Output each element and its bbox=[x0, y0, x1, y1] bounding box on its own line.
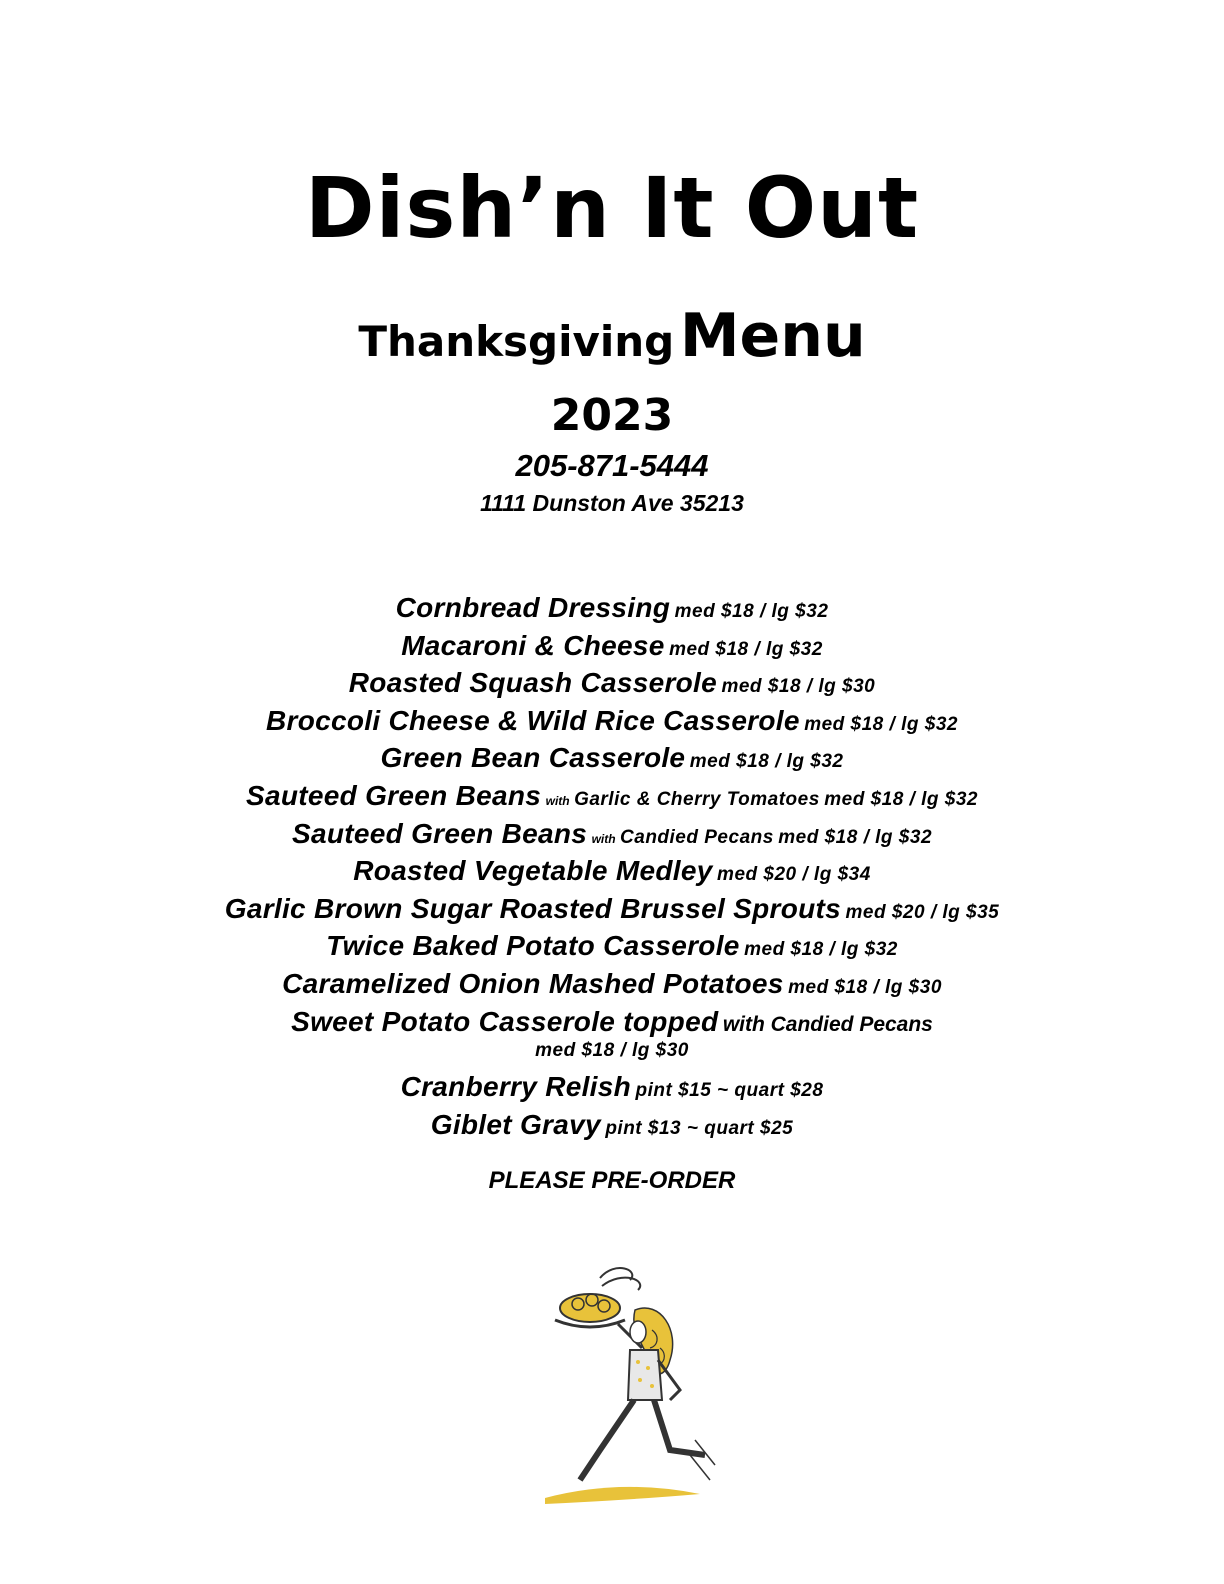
item-price: med $18 / lg $32 bbox=[778, 826, 933, 848]
menu-item-broccoli-cheese-wild-rice bbox=[0, 702, 1224, 740]
menu-item-caramelized-onion-mashed bbox=[0, 965, 1224, 1003]
menu-item-green-bean-casserole bbox=[0, 739, 1224, 777]
item-price: med $18 / lg $30 bbox=[721, 676, 876, 698]
item-name: Cranberry Relish bbox=[400, 1071, 632, 1103]
item-price: med $18 / lg $32 bbox=[669, 638, 823, 660]
item-price: med $20 / lg $35 bbox=[845, 901, 1000, 923]
item-name: Broccoli Cheese & Wild Rice Casserole bbox=[266, 704, 800, 736]
item-name: Sauteed Green Beans bbox=[246, 779, 542, 811]
item-detail: Garlic & Cherry Tomatoes bbox=[574, 788, 820, 810]
menu-item-sweet-potato-casserole bbox=[0, 1003, 1224, 1041]
menu-item-macaroni-cheese bbox=[0, 627, 1224, 665]
menu-item-roasted-vegetable-medley bbox=[0, 852, 1224, 890]
item-price: pint $13 ~ quart $25 bbox=[605, 1117, 794, 1139]
menu-item-sauteed-green-beans-pecans bbox=[0, 815, 1224, 853]
preorder-note: PLEASE PRE-ORDER bbox=[488, 1167, 736, 1194]
item-price: med $18 / lg $32 bbox=[674, 601, 829, 622]
item-name: Cornbread Dressing bbox=[395, 592, 671, 623]
item-price: med $18 / lg $32 bbox=[824, 788, 978, 810]
item-name: Caramelized Onion Mashed Potatoes bbox=[282, 967, 784, 999]
item-name: Macaroni & Cheese bbox=[401, 629, 665, 661]
menu-item-cornbread-dressing bbox=[0, 589, 1224, 627]
menu-item-brussel-sprouts bbox=[0, 890, 1224, 928]
menu-heading bbox=[0, 300, 1224, 387]
item-name: Sweet Potato Casserole topped bbox=[291, 1005, 719, 1037]
item-name: Garlic Brown Sugar Roasted Brussel Sprouts bbox=[224, 892, 842, 924]
menu-list bbox=[0, 589, 1224, 1143]
item-price: med $18 / lg $32 bbox=[804, 713, 958, 735]
menu-item-roasted-squash-casserole bbox=[0, 664, 1224, 702]
item-name: Roasted Vegetable Medley bbox=[353, 855, 713, 887]
item-price: med $18 / lg $30 bbox=[788, 976, 942, 998]
item-name: Giblet Gravy bbox=[430, 1108, 601, 1140]
item-detail: with Candied Pecans bbox=[722, 1012, 933, 1036]
item-price: med $20 / lg $34 bbox=[717, 864, 871, 886]
phone-number: 205-871-5444 bbox=[515, 448, 709, 483]
menu-heading-thanksgiving: Thanksgiving bbox=[358, 317, 675, 366]
menu-year: 2023 bbox=[550, 390, 674, 441]
menu-item-sweet-potato-price-line bbox=[0, 1040, 1224, 1068]
item-price: med $18 / lg $30 bbox=[535, 1040, 689, 1062]
menu-item-sauteed-green-beans-garlic bbox=[0, 777, 1224, 815]
item-price: pint $15 ~ quart $28 bbox=[635, 1080, 824, 1102]
address: 1111 Dunston Ave 35213 bbox=[480, 490, 744, 516]
item-price: med $18 / lg $32 bbox=[744, 939, 898, 961]
item-price: med $18 / lg $32 bbox=[689, 751, 844, 773]
menu-item-twice-baked-potato bbox=[0, 927, 1224, 965]
item-detail: Candied Pecans bbox=[620, 826, 774, 848]
item-with: with bbox=[545, 793, 570, 808]
menu-item-giblet-gravy bbox=[0, 1106, 1224, 1144]
item-name: Twice Baked Potato Casserole bbox=[326, 930, 740, 962]
business-name: Dish’n It Out bbox=[304, 159, 920, 257]
menu-item-cranberry-relish bbox=[0, 1068, 1224, 1106]
item-name: Sauteed Green Beans bbox=[291, 817, 588, 849]
item-name: Green Bean Casserole bbox=[380, 742, 686, 774]
menu-heading-menu: Menu bbox=[679, 301, 866, 371]
waitress-carrying-dish-icon bbox=[530, 1250, 730, 1510]
item-with: with bbox=[591, 831, 616, 846]
item-name: Roasted Squash Casserole bbox=[348, 667, 718, 699]
